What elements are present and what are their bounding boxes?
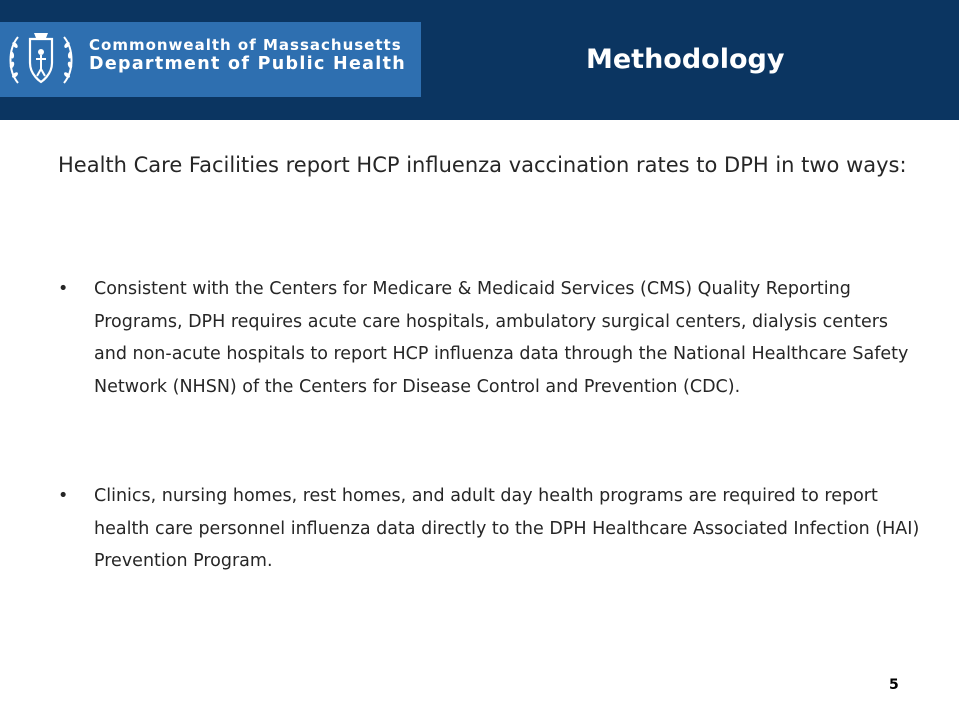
dph-logo <box>0 22 421 97</box>
intro-text: Health Care Facilities report HCP influenza vaccination rates to DPH in two ways: <box>58 153 907 177</box>
bullet-marker: • <box>58 486 69 506</box>
bullet-text: Clinics, nursing homes, rest homes, and adult day health programs are required to report health care personnel influenza data directly to the DPH Healthcare Associated Infection (HAI) Prevention Program. <box>94 486 920 571</box>
logo-line-department: Department of Public Health <box>89 54 406 74</box>
bullet-text: Consistent with the Centers for Medicare & Medicaid Services (CMS) Quality Reporting Programs, DPH requires acute care hospitals, ambulatory surgical centers, dialysis centers and non-acute hospitals to report HCP influenza data through the National Healthcare Safety Network (NHSN) of the Centers for Disease Control and Prevention (CDC). <box>94 279 909 397</box>
massachusetts-seal-icon <box>6 25 76 95</box>
bullet-marker: • <box>58 279 69 299</box>
header-band <box>0 0 959 120</box>
logo-line-commonwealth: Commonwealth of Massachusetts <box>89 36 402 54</box>
bullet-item-cms-nhsn <box>58 273 920 403</box>
bullet-item-hai-program <box>58 480 920 578</box>
slide-title: Methodology <box>586 44 785 75</box>
page-number: 5 <box>889 677 899 693</box>
